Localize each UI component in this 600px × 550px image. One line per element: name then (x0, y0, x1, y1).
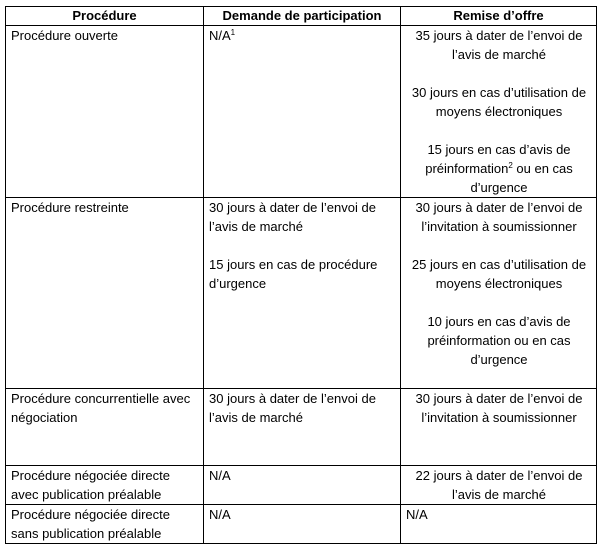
demande-cell: 30 jours à dater de l’envoi de l’avis de marché (204, 389, 401, 466)
procedure-cell: Procédure concurrentielle avec négociation (6, 389, 204, 466)
header-procedure: Procédure (6, 7, 204, 26)
table-row (6, 26, 597, 198)
table-row (6, 466, 597, 505)
header-demande: Demande de participation (204, 7, 401, 26)
remise-cell: 35 jours à dater de l’envoi de l’avis de marché 30 jours en cas d’utilisation de moyens électroniques 15 jours en cas d’avis de préinformation$^2$ ou en cas d’urgence (401, 26, 597, 198)
procedure-cell: Procédure ouverte (6, 26, 204, 198)
procedure-deadlines-table (5, 6, 597, 544)
header-row (6, 7, 597, 26)
remise-cell: N/A (401, 505, 597, 544)
procedure-cell: Procédure négociée directe avec publication préalable (6, 466, 204, 505)
table-row (6, 505, 597, 544)
demande-cell: N/A (204, 505, 401, 544)
footnote-ref: 1 (230, 28, 236, 37)
demande-cell: 30 jours à dater de l’envoi de l’avis de marché 15 jours en cas de procédure d’urgence (204, 198, 401, 389)
remise-cell: 30 jours à dater de l’envoi de l’invitation à soumissionner 25 jours en cas d’utilisation de moyens électroniques 10 jours en cas d’avis de préinformation ou en cas d’urgence (401, 198, 597, 389)
table-row (6, 198, 597, 389)
table-row (6, 389, 597, 466)
remise-cell: 30 jours à dater de l’envoi de l’invitation à soumissionner (401, 389, 597, 466)
footnote-ref: 2 (508, 161, 513, 170)
demande-cell: N/A (204, 466, 401, 505)
procedure-cell: Procédure négociée directe sans publication préalable (6, 505, 204, 544)
header-remise: Remise d’offre (401, 7, 597, 26)
demande-cell: $N/A^1$ (204, 26, 401, 198)
procedure-cell: Procédure restreinte (6, 198, 204, 389)
remise-cell: 22 jours à dater de l’envoi de l’avis de marché (401, 466, 597, 505)
